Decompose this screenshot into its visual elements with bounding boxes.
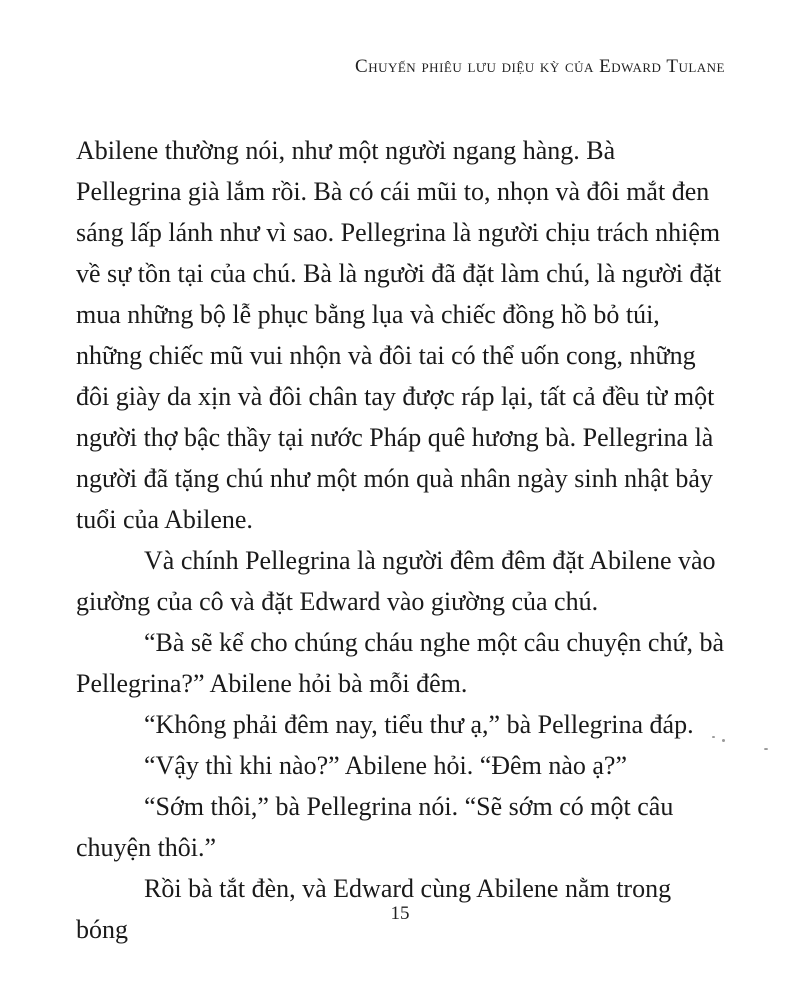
paragraph-1: Abilene thường nói, như một người ngang hàng. Bà Pellegrina già lắm rồi. Bà có cái mũi to, nhọn và đôi mắt đen sáng lấp lánh như vì sao. Pellegrina là người chịu trách nhiệm về sự tồn tại của chú. Bà là người đã đặt làm chú, là người đặt mua những bộ lễ phục bằng lụa và chiếc đồng hồ bỏ túi, những chiếc mũ vui nhộn và đôi tai có thể uốn cong, những đôi giày da xịn và đôi chân tay được ráp lại, tất cả đều từ một người thợ bậc thầy tại nước Pháp quê hương bà. Pellegrina là người đã tặng chú như một món quà nhân ngày sinh nhật bảy tuổi của Abilene. xyxy=(76,136,722,534)
body-text xyxy=(76,130,726,950)
paragraph-6: “Sớm thôi,” bà Pellegrina nói. “Sẽ sớm có một câu chuyện thôi.” xyxy=(76,792,674,862)
running-header: Chuyến phiêu lưu diệu kỳ của Edward Tulane xyxy=(355,56,725,77)
scan-speck xyxy=(722,739,725,742)
scan-speck xyxy=(712,736,715,738)
paragraph-4: “Không phải đêm nay, tiểu thư ạ,” bà Pellegrina đáp. xyxy=(144,710,694,739)
scan-speck xyxy=(764,748,768,750)
paragraph-5: “Vậy thì khi nào?” Abilene hỏi. “Đêm nào ạ?” xyxy=(144,751,627,780)
paragraph-3: “Bà sẽ kể cho chúng cháu nghe một câu chuyện chứ, bà Pellegrina?” Abilene hỏi bà mỗi đêm. xyxy=(76,628,725,698)
paragraph-7: Rồi bà tắt đèn, và Edward cùng Abilene nằm trong bóng xyxy=(76,874,672,944)
page-number: 15 xyxy=(390,903,410,924)
paragraph-2: Và chính Pellegrina là người đêm đêm đặt Abilene vào giường của cô và đặt Edward vào giường của chú. xyxy=(76,546,716,616)
